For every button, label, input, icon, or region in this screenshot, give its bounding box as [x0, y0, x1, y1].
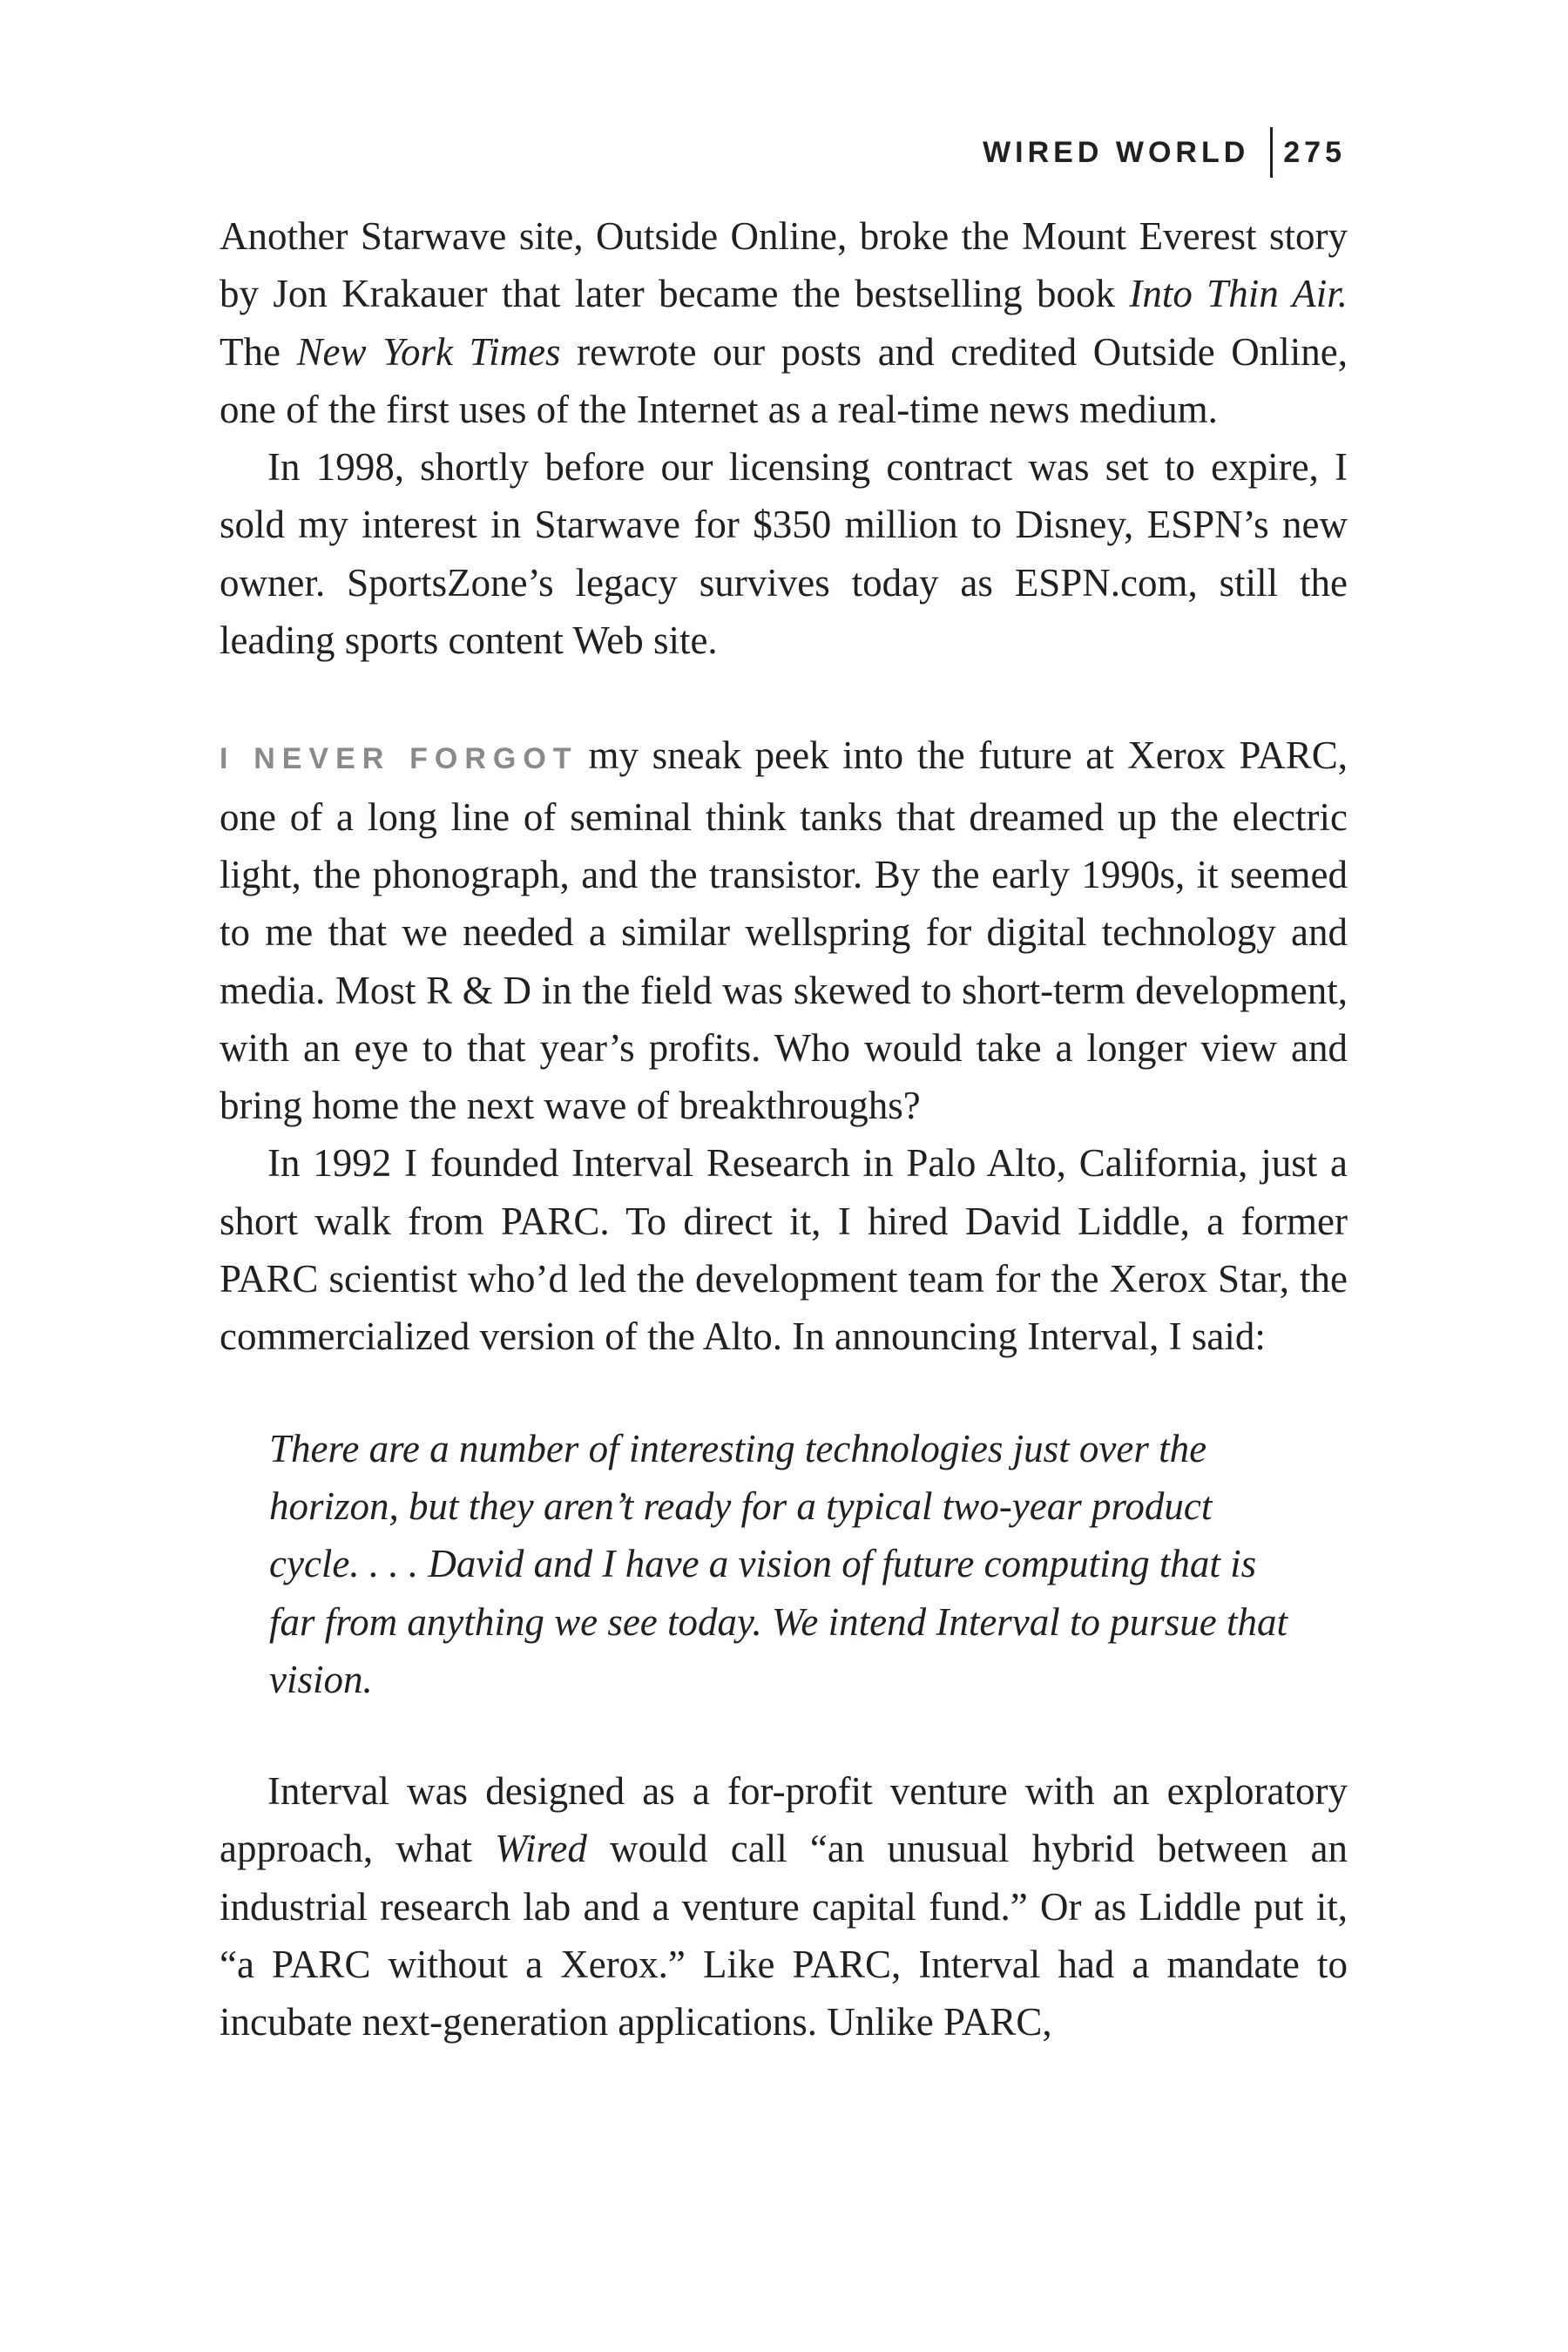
book-title: Into Thin Air. [1129, 272, 1348, 316]
header-divider [1270, 127, 1273, 178]
paragraph-1-text-a: Another Starwave site, Outside Online, broke the Mount Everest story by Jon Krakauer that later became the bestselling book [220, 214, 1348, 316]
block-quote [269, 1420, 1301, 1708]
paragraph-3-text: my sneak peek into the future at Xerox PARC, one of a long line of seminal think tanks that dreamed up the electric light, the phonograph, and the transistor. By the early 1990s, it seemed to me that we needed a similar wellspring for digital technology and media. Most R & D in the field was skewed to short-term development, with an eye to that year’s profits. Who would take a longer view and bring home the next wave of breakthroughs? [220, 733, 1348, 1128]
paragraph-5 [220, 1762, 1348, 2051]
paragraph-1-text-c: rewrote our posts and credited Outside Online, one of the first uses of the Internet as a real-time news medium. [220, 329, 1348, 431]
paragraph-1-text-b: The [220, 329, 297, 374]
publication-title: New York Times [296, 329, 561, 374]
body-text [220, 207, 1348, 2051]
paragraph-2: In 1998, shortly before our licensing contract was set to expire, I sold my interest in Starwave for $350 million to Disney, ESPN’s new owner. SportsZone’s legacy survives today as ESPN.com, still the leading sports content Web site. [220, 445, 1348, 663]
magazine-title: Wired [495, 1827, 587, 1871]
running-head [983, 127, 1346, 178]
paragraph-5-text-a: Interval was designed as a for-profit venture with an exploratory approach, what [220, 1769, 1348, 1871]
section-lead-in: I NEVER FORGOT [220, 742, 578, 776]
paragraph-1 [220, 207, 1348, 438]
page-number: 275 [1283, 135, 1346, 169]
paragraph-5-text-b: would call “an unusual hybrid between an industrial research lab and a venture capital fund.” Or as Liddle put it, “a PARC without a Xerox.” Like PARC, Interval had a mandate to incubate next-generation applications. Unlike PARC, [220, 1827, 1348, 2044]
running-head-title: WIRED WORLD [983, 135, 1250, 169]
block-quote-text: There are a number of interesting technologies just over the horizon, but they aren’t ready for a typical two-year product cycle. . . . David and I have a vision of future computing that is far from anything we see today. We intend Interval to pursue that vision. [269, 1426, 1288, 1701]
paragraph-4: In 1992 I founded Interval Research in Palo Alto, California, just a short walk from PARC. To direct it, I hired David Liddle, a former PARC scientist who’d led the development team for the Xerox Star, the commercialized version of the Alto. In announcing Interval, I said: [220, 1141, 1348, 1359]
paragraph-3 [220, 727, 1348, 1134]
